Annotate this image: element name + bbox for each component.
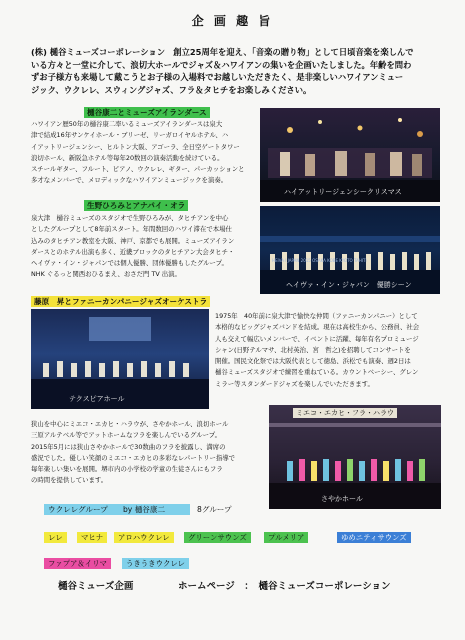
section2-line: ヘイヴァ・イン・ジャパンでは個人優勝、団体優勝もしたグループ。	[31, 259, 228, 268]
photo-heiva-japan	[260, 206, 440, 294]
section2-header: 生野ひろみとアナパイ・オラ	[84, 200, 188, 211]
section4-line: の時間を提供しています。	[31, 476, 108, 485]
section2-line: 込みのタヒチアン教室を大阪、神戸、京都でも展開。ミューズアイラン	[31, 236, 235, 245]
section3-line: 本格的なビッグジャズバンドを結成。現在は高校生から、公務員、社会	[215, 323, 420, 332]
section3-line: ミラー等スタンダードジャズを楽しんでいただきます。	[215, 379, 374, 388]
photo-banner: HEIVA I JAPAN 2015 OSAKA KOBE KYOTO TAHITI	[272, 258, 367, 263]
intro-line: ジック、ウクレレ、スウィングジャズ、フラ＆タヒチをお楽しみください。	[31, 84, 312, 95]
photo-caption: ヘイヴァ・イン・ジャパン 優勝シーン	[286, 281, 412, 289]
ukulele-count: 8グループ	[197, 505, 232, 514]
section4-line: 2015年5月には狭山さやかホールで30数曲のフラを披露し、満席の	[31, 442, 226, 451]
section3-line: シャン(日野テルマサ、北村英治、宮 哲之)を招聘してコンサートを	[215, 345, 411, 354]
section1-line: イアットリージェンシー、ヒルトン大阪、アゴーラ、全日空ゲートタワー	[31, 142, 240, 151]
section1-line: 浪切ホール、新阪急ホテル等毎年20数回の演奏活動を続けている。	[31, 153, 224, 162]
section1-line: 多才なメンバーで、メロディックなハワイアンミュージックを演奏。	[31, 176, 228, 185]
intro-line: いる方々と一堂に介して、浪切大ホールでジャズ＆ハワイアンの集いを企画いたしました。年齢を問わ	[31, 59, 412, 70]
ukulele-group-tag: プルメリア	[264, 532, 308, 543]
section1-line: ハワイアン歴50年の樋谷康二率いるミューズアイランダースは泉大	[31, 120, 223, 128]
intro-line: (株) 樋谷ミューズコーポレーション 創立25周年を迎え、「音楽の贈り物」として日頃音楽を楽しんで	[31, 47, 414, 57]
photo-hyatt-christmas	[260, 108, 440, 202]
section1-header: 樋谷康二とミューズアイランダース	[84, 107, 210, 118]
ukulele-group-tag: グリーンサウンズ	[184, 532, 251, 543]
section2-line: ダースとのホテル出演も多く、近畿ブロックのタヒチアン大会タヒチ・	[31, 247, 235, 256]
section3-line: 樋谷ミューズスタジオで練習を重ねている。カウントベーシー、グレン	[215, 368, 419, 377]
section4-line: 毎年楽しい集いを展開。堺市内の小学校の学童の生徒さんにもフラ	[31, 465, 223, 474]
section1-text	[31, 119, 257, 187]
ukulele-group-tag: ファプア＆イリマ	[44, 558, 111, 569]
intro-line: ずお子様方も来場して戴こうとお子様の入場料でお越しいただきたく、是非楽しいハワイアンミュー	[31, 72, 404, 82]
section2-line: 泉大津 樋谷ミューズのスタジオで生野ひろみが、タヒチアンを中心	[31, 214, 229, 222]
section2-line: としたグループとして8年前スタート。年間数回のハワイ滞在で本場仕	[31, 225, 232, 234]
section3-header: 藤原 昇とファニーカンパニージャズオーケストラ	[31, 296, 210, 307]
photo-caption-top: ミエコ・エカヒ・フラ・ハラウ	[293, 408, 397, 418]
section3-line: 人も交えて幅広いメンバーで、イベントに活躍、毎年有名プロミュージ	[215, 334, 419, 343]
section2-line: NHK ぐるっと関西おひるまえ、おさだ門 TV 出演。	[31, 270, 181, 279]
ukulele-group-tag: アロハウクレレ	[114, 532, 174, 543]
section3-line: 1975年 40年前に泉大津で愉快な仲間（ファニーカンパニー）として	[215, 312, 418, 320]
photo-sayaka-hall	[269, 405, 441, 509]
section1-line: スチールギター、フルート、ピアノ、ウクレレ、ギター、パーカッションと	[31, 165, 245, 174]
section4-line: 三原アルテベル等でアットホームなフラを楽しんでいるグループ。	[31, 431, 221, 440]
footer-homepage: ホームページ ： 樋谷ミューズコーポレーション	[178, 581, 391, 592]
section2-text	[31, 213, 257, 281]
ukulele-group-tag: ゆめニティサウンズ	[337, 532, 411, 543]
section1-line: 津で結成16年サンケイホール・ブリーゼ、リーガロイヤルホテル、ハ	[31, 131, 229, 140]
ukulele-group-tag: レレ	[44, 532, 67, 543]
ukulele-header: ウクレレグループ by 樋谷康二	[44, 504, 190, 515]
photo-caption-bottom: さやかホール	[321, 495, 363, 503]
section4-line: 狭山を中心にミエコ・エカヒ・ハラウが、さやかホール、浪切ホール	[31, 420, 229, 428]
section3-line: 開催。国民文化祭では大阪代表として徳島、浜松でも演奏、週2日は	[215, 357, 411, 366]
photo-caption: テクスピアホール	[69, 395, 125, 403]
intro-paragraph	[31, 46, 439, 96]
photo-caption: ハイアットリージェンシークリスマス	[284, 188, 402, 196]
photo-tecspia-hall	[31, 309, 209, 409]
footer-organizer: 樋谷ミューズ企画	[58, 581, 134, 592]
page-title: 企 画 趣 旨	[191, 14, 274, 28]
ukulele-group-tag: マヒナ	[77, 532, 107, 543]
section3-text	[215, 311, 445, 390]
section4-line: 盛況でした。優しい笑顔のミエコ・エカヒの多彩なレパートリー指導で	[31, 453, 236, 462]
section4-text	[31, 419, 267, 487]
ukulele-group-tag: うきうきウクレレ	[122, 558, 189, 569]
